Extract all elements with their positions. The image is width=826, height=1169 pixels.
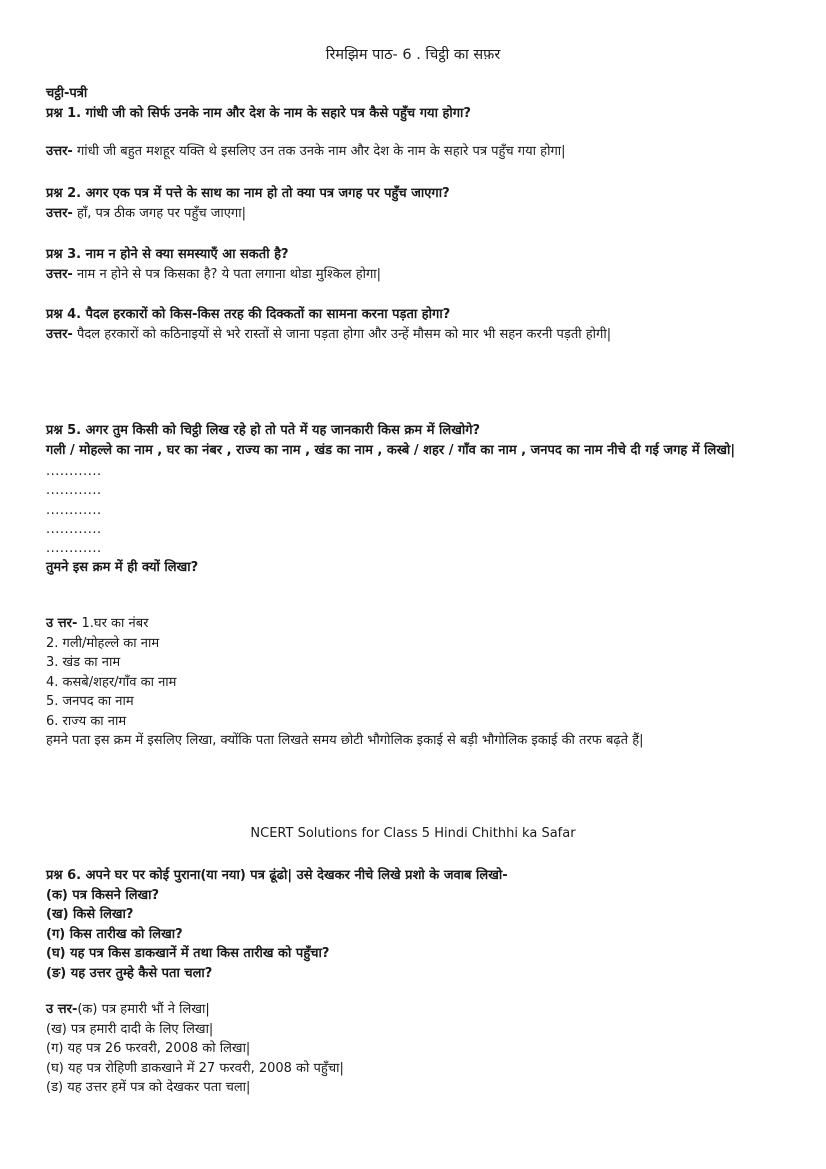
answer-5-item: 6. राज्य का नाम	[46, 713, 127, 729]
answer-1-text: गांधी जी बहुत मशहूर यक्ति थे इसलिए उन तक उनके नाम और देश के नाम के सहारे पत्र पहुँच गया होगा|	[72, 144, 566, 159]
question-5: प्रश्न 5. अगर तुम किसी को चिट्ठी लिख रहे हो तो पते में यह जानकारी किस क्रम में लिखोगे?	[46, 423, 481, 438]
answer-6-item: (ड) यह उत्तर हमें पत्र को देखकर पता चला|	[46, 1080, 251, 1095]
answer-5	[46, 614, 786, 751]
answer-5-item: 2. गली/मोहल्ले का नाम	[46, 635, 160, 651]
answer-5-item: 3. खंड का नाम	[46, 655, 121, 670]
question-6: प्रश्न 6. अपने घर पर कोई पुराना(या नया) पत्र ढूंढो| उसे देखकर नीचे लिखे प्रशो के जवाब लिखो-	[46, 868, 508, 883]
qa-2	[46, 184, 786, 223]
page-title: रिमझिम पाठ- 6 . चिट्ठी का सफ़र	[325, 47, 501, 63]
answer-5-label: उ त्तर-	[46, 616, 78, 631]
question-5-why: तुमने इस क्रम में ही क्यों लिखा?	[46, 560, 199, 576]
answer-1	[46, 142, 786, 162]
sub-question: (ङ) यह उत्तर तुम्हे कैसे पता चला?	[46, 965, 213, 981]
sub-question: (ग) किस तारीख को लिखा?	[46, 926, 183, 942]
sub-question: (ख) किसे लिखा?	[46, 907, 134, 922]
blank-line: ............	[46, 464, 102, 479]
blank-line: ............	[46, 521, 102, 537]
blank-lines	[46, 462, 786, 558]
question-4: प्रश्न 4. पैदल हरकारों को किस-किस तरह की दिक्कतों का सामना करना पड़ता होगा?	[46, 307, 451, 322]
footer-title: NCERT Solutions for Class 5 Hindi Chithhi ka Safar	[250, 826, 576, 841]
answer-5-item: 5. जनपद का नाम	[46, 694, 134, 709]
answer-6	[46, 1000, 786, 1098]
question-1: प्रश्न 1. गांधी जी को सिर्फ उनके नाम और देश के नाम के सहारे पत्र कैसे पहुँच गया होगा?	[46, 105, 471, 121]
answer-5-item: 1.घर का नंबर	[77, 616, 149, 631]
question-5-detail: गली / मोहल्ले का नाम , घर का नंबर , राज्य का नाम , खंड का नाम , कस्बे / शहर / गाँव का नाम , जनपद का नाम नीचे दी गई जगह में लिखो|	[46, 442, 736, 458]
answer-5-reason: हमने पता इस क्रम में इसलिए लिखा, क्योंकि पता लिखते समय छोटी भौगोलिक इकाई से बड़ी भौगोलिक इकाई की तरफ बढ़ते हैं|	[46, 733, 644, 748]
question-2: प्रश्न 2. अगर एक पत्र में पत्ते के साथ का नाम हो तो क्या पत्र जगह पर पहुँच जाएगा?	[46, 186, 450, 201]
blank-line: ............	[46, 502, 102, 518]
answer-6-item: (क) पत्र हमारी भौं ने लिखा|	[77, 1002, 210, 1017]
answer-2-label: उत्तर-	[46, 205, 73, 221]
answer-5-item: 4. कसबे/शहर/गाँव का नाम	[46, 674, 177, 690]
answer-4-label: उत्तर-	[46, 326, 73, 342]
answer-6-label: उ त्तर-	[46, 1002, 78, 1017]
qa-5	[46, 421, 786, 578]
blank-line: ............	[46, 541, 102, 557]
answer-4-text: पैदल हरकारों को कठिनाइयों से भरे रास्तों से जाना पड़ता होगा और उन्हें मौसम को मार भी सहन करनी पड़ती होगी|	[72, 326, 612, 342]
qa-3	[46, 245, 786, 284]
sub-question: (क) पत्र किसने लिखा?	[46, 887, 160, 903]
answer-1-label: उत्तर-	[46, 144, 73, 159]
blank-line: ............	[46, 483, 102, 499]
answer-3-label: उत्तर-	[46, 266, 73, 282]
qa-6	[46, 866, 786, 983]
section-heading: चट्ठी-पत्री	[46, 86, 88, 101]
answer-6-item: (ख) पत्र हमारी दादी के लिए लिखा|	[46, 1021, 214, 1037]
qa-4	[46, 305, 786, 344]
question-3: प्रश्न 3. नाम न होने से क्या समस्याएँ आ सकती है?	[46, 247, 289, 262]
answer-3-text: नाम न होने से पत्र किसका है? ये पता लगाना थोडा मुश्किल होगा|	[72, 266, 382, 282]
section-qa-1	[46, 84, 786, 123]
answer-2-text: हाँ, पत्र ठीक जगह पर पहुँच जाएगा|	[72, 205, 246, 221]
answer-6-item: (घ) यह पत्र रोहिणी डाकखाने में 27 फरवरी, 2008 को पहुँचा|	[46, 1060, 344, 1076]
sub-question: (घ) यह पत्र किस डाकखानें में तथा किस तारीख को पहुँचा?	[46, 946, 330, 961]
answer-6-item: (ग) यह पत्र 26 फरवरी, 2008 को लिखा|	[46, 1041, 251, 1056]
